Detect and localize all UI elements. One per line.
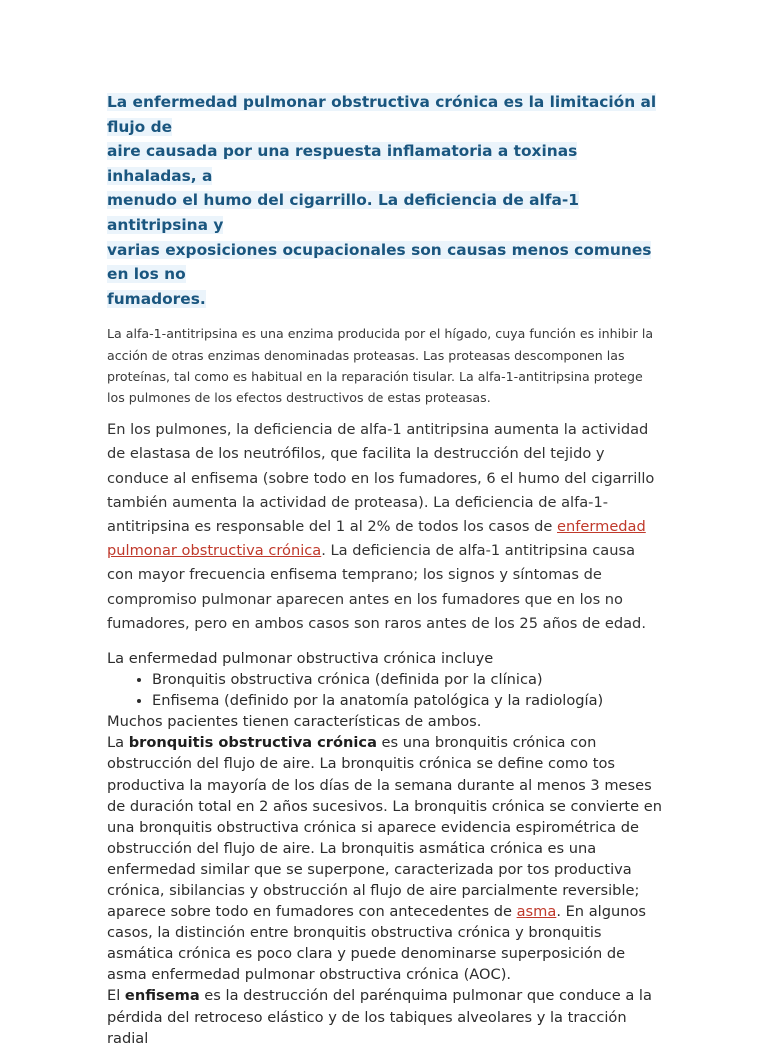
emphysema-term: enfisema: [124, 987, 200, 1005]
copd-link[interactable]: enfermedad pulmonar obstructiva crónica: [107, 517, 646, 560]
aat-lungs-paragraph: [107, 418, 662, 636]
copd-includes-lead: La enfermedad pulmonar obstructiva crónica incluye: [107, 649, 494, 667]
aat-lungs-text-end: . La deficiencia de alfa-1 antitripsina causa con mayor frecuencia enfisema temprano; los signos y síntomas de compromiso pulmonar aparecen antes en los fumadores que en los no fumadores, pero en ambos casos son raros antes de los 25 años de edad.: [107, 542, 646, 632]
intro-line: La enfermedad pulmonar obstructiva crónica es la limitación al flujo de: [107, 93, 657, 136]
aat-lungs-text: En los pulmones, la deficiencia de alfa-1 antitripsina aumenta la actividad de elastasa de los neutrófilos, que facilita la destrucción del tejido y conduce al enfisema (sobre todo en los fumadores, 6 el humo del cigarrillo también aumenta la actividad de proteasa). La deficiencia de alfa-1-antitripsina es responsable del 1 al 2% de todos los casos de: [107, 421, 655, 535]
list-item: • Bronquitis obstructiva crónica (definida por la clínica): [152, 669, 662, 690]
intro-line: menudo el humo del cigarrillo. La deficiencia de alfa-1 antitripsina y: [107, 191, 579, 234]
list-item: • Enfisema (definido por la anatomía patológica y la radiología): [152, 690, 662, 711]
aat-definition-paragraph: La alfa-1-antitripsina es una enzima producida por el hígado, cuya función es inhibir la acción de otras enzimas denominadas proteasas. Las proteasas descomponen las proteínas, tal como es habitual en la reparación tisular. La alfa-1-antitripsina protege los pulmones de los efectos destructivos de estas proteasas.: [107, 326, 654, 405]
intro-line: fumadores.: [107, 289, 206, 308]
bronchitis-text: es una bronquitis crónica con obstrucción del flujo de aire. La bronquitis crónica se define como tos productiva la mayoría de los días de la semana durante al menos 3 meses de duración total en 2 años sucesivos. La bronquitis crónica se convierte en una bronquitis obstructiva crónica si aparece evidencia espirométrica de obstrucción del flujo de aire. La bronquitis asmática crónica es una enfermedad similar que se superpone, caracterizada por tos productiva crónica, sibilancias y obstrucción al flujo de aire parcialmente reversible; aparece sobre todo en fumadores con antecedentes de: [107, 734, 662, 921]
bronchitis-term: bronquitis obstructiva crónica: [128, 734, 377, 752]
intro-line: aire causada por una respuesta inflamatoria a toxinas inhaladas, a: [107, 142, 578, 185]
bronchitis-paragraph: [107, 732, 662, 985]
bronchitis-prefix: La: [107, 734, 129, 752]
copd-types-list: [107, 669, 662, 711]
emphysema-paragraph: [107, 985, 662, 1048]
intro-line: varias exposiciones ocupacionales son causas menos comunes en los no: [107, 240, 652, 284]
document-page: [107, 90, 662, 1049]
intro-highlight: [107, 90, 662, 311]
copd-section: [107, 648, 662, 1049]
asma-link[interactable]: asma: [516, 903, 557, 921]
emphysema-text: es la destrucción del parénquima pulmonar que conduce a la pérdida del retroceso elástico y de los tabiques alveolares y la tracción radial: [107, 987, 652, 1047]
emphysema-prefix: El: [107, 987, 125, 1005]
copd-includes-note: Muchos pacientes tienen características de ambos.: [107, 713, 482, 731]
bronchitis-text-end: . En algunos casos, la distinción entre bronquitis obstructiva crónica y bronquitis asmática crónica es poco clara y puede denominarse superposición de asma enfermedad pulmonar obstructiva crónica (AOC).: [107, 903, 646, 984]
